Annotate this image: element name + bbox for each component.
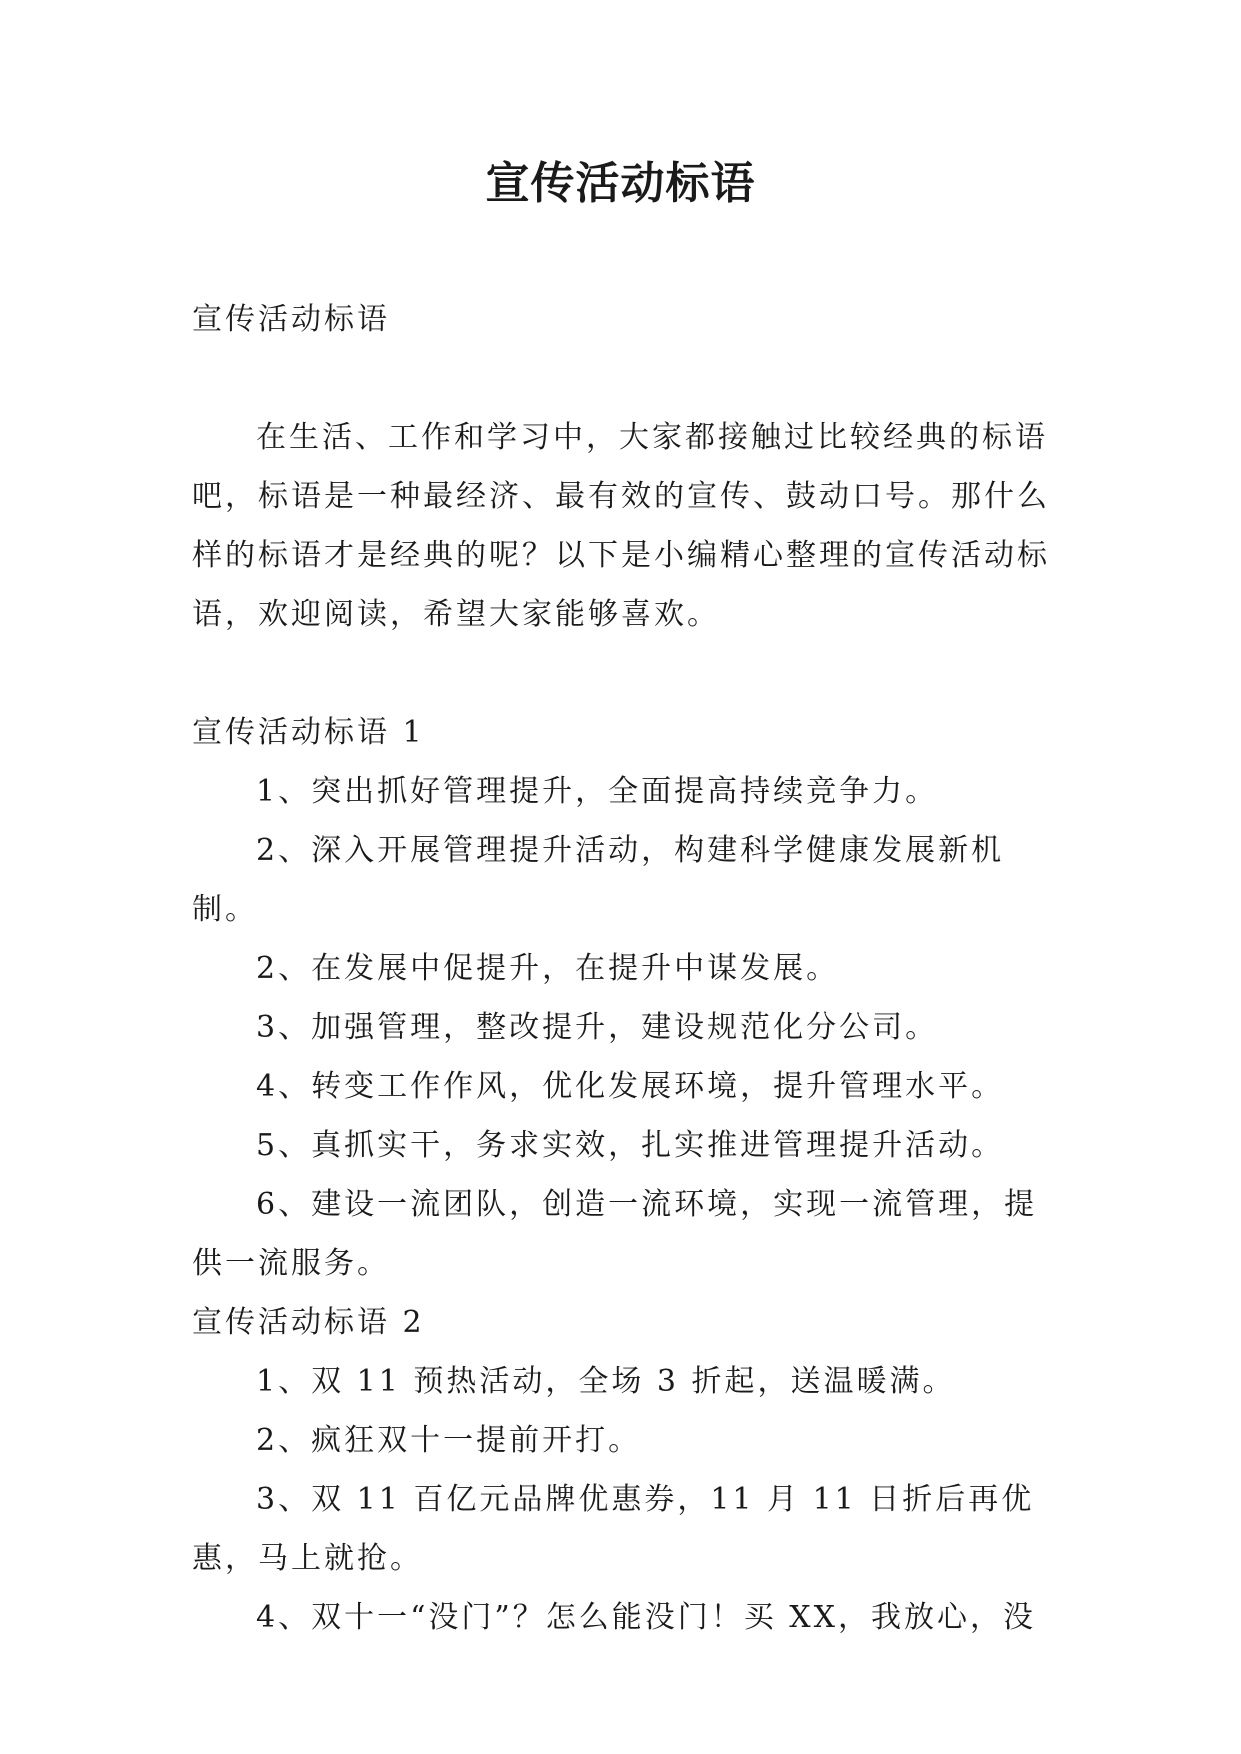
intro-paragraph: 在生活、工作和学习中，大家都接触过比较经典的标语吧，标语是一种最经济、最有效的宣传、鼓动口号。那什么样的标语才是经典的呢？以下是小编精心整理的宣传活动标语，欢迎阅读，希望大家能够喜欢。 bbox=[192, 420, 1050, 632]
slogan-item: 4、双十一“没门”？怎么能没门！买 XX，我放心，没 bbox=[256, 1600, 1037, 1635]
document-subtitle: 宣传活动标语 bbox=[192, 302, 390, 337]
slogan-item: 2、深入开展管理提升活动，构建科学健康发展新机制。 bbox=[192, 833, 1005, 927]
slogan-item: 1、双 11 预热活动，全场 3 折起，送温暖满。 bbox=[256, 1364, 956, 1399]
slogan-item: 2、在发展中促提升，在提升中谋发展。 bbox=[256, 951, 840, 986]
document-body bbox=[192, 290, 1052, 1647]
slogan-item: 1、突出抓好管理提升，全面提高持续竞争力。 bbox=[256, 774, 939, 809]
slogan-item: 4、转变工作作风，优化发展环境，提升管理水平。 bbox=[256, 1069, 1005, 1104]
section-heading: 宣传活动标语 2 bbox=[192, 1305, 425, 1340]
document-title: 宣传活动标语 bbox=[485, 158, 756, 209]
slogan-item: 3、双 11 百亿元品牌优惠券，11 月 11 日折后再优惠，马上就抢。 bbox=[192, 1482, 1035, 1576]
slogan-item: 2、疯狂双十一提前开打。 bbox=[256, 1423, 642, 1458]
slogan-item: 3、加强管理，整改提升，建设规范化分公司。 bbox=[256, 1010, 939, 1045]
slogan-item: 5、真抓实干，务求实效，扎实推进管理提升活动。 bbox=[256, 1128, 1005, 1163]
section-heading: 宣传活动标语 1 bbox=[192, 715, 425, 750]
slogan-item: 6、建设一流团队，创造一流环境，实现一流管理，提供一流服务。 bbox=[192, 1187, 1038, 1281]
